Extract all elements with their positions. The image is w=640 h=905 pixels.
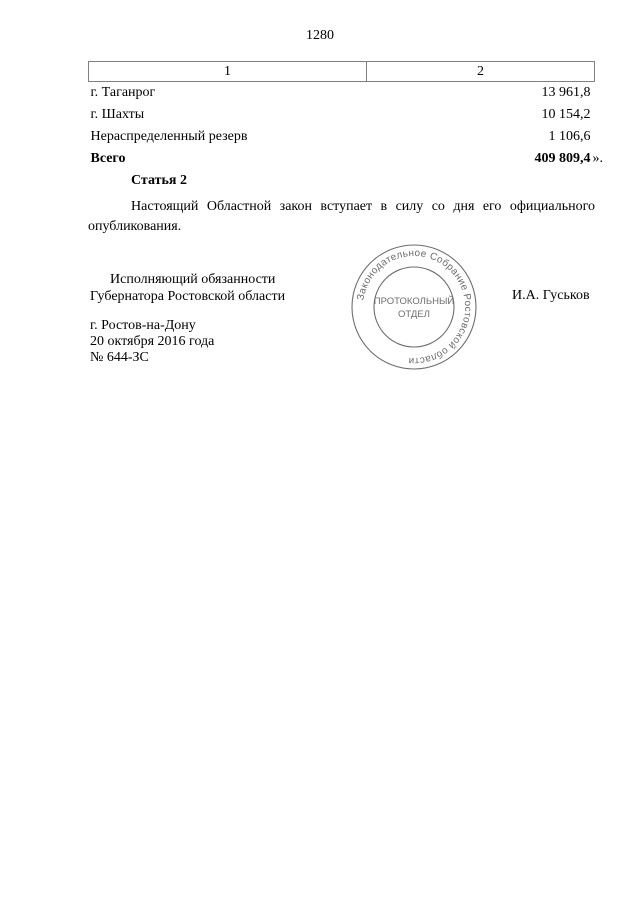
document-footer xyxy=(90,318,214,366)
signatory-title-line: Губернатора Ростовской области xyxy=(90,289,286,304)
table-row xyxy=(89,104,595,126)
stamp-inner-text: ПРОТОКОЛЬНЫЙ xyxy=(373,296,455,307)
total-label: Всего xyxy=(90,151,126,166)
row-value: 1 106,6 xyxy=(548,129,591,144)
article-title: Статья 2 xyxy=(131,173,187,188)
closing-quote: ». xyxy=(592,151,603,166)
article-text: Настоящий Областной закон вступает в силу со дня его официального опубликования. xyxy=(88,199,595,234)
signatory-title xyxy=(90,271,310,305)
budget-table xyxy=(88,61,603,170)
table-row xyxy=(89,82,595,105)
table-header-row xyxy=(89,62,595,82)
stamp-outer-ring xyxy=(352,245,476,369)
row-name: г. Таганрог xyxy=(90,85,156,100)
row-value: 10 154,2 xyxy=(541,107,591,122)
table-total-row xyxy=(89,148,595,170)
row-name: Нераспределенный резерв xyxy=(90,129,248,144)
stamp-inner-ring xyxy=(374,267,454,347)
total-value-cell xyxy=(367,148,603,170)
column-header: 1 xyxy=(89,62,367,82)
signing-date: 20 октября 2016 года xyxy=(90,334,215,349)
total-value: 409 809,4 xyxy=(534,151,591,166)
page-number: 1280 xyxy=(306,28,334,43)
stamp-outer-text: Законодательное Собрание Ростовской области xyxy=(355,247,474,367)
table-row xyxy=(89,126,595,148)
column-header: 2 xyxy=(367,62,595,82)
official-stamp xyxy=(349,242,479,372)
row-value: 13 961,8 xyxy=(541,85,591,100)
signatory-name: И.А. Гуськов xyxy=(512,288,590,303)
signatory-title-line: Исполняющий обязанности xyxy=(110,272,276,287)
place-of-signing: г. Ростов-на-Дону xyxy=(90,318,196,333)
law-number: № 644-ЗС xyxy=(90,350,149,365)
row-name: г. Шахты xyxy=(90,107,145,122)
stamp-inner-text: ОТДЕЛ xyxy=(398,309,430,320)
